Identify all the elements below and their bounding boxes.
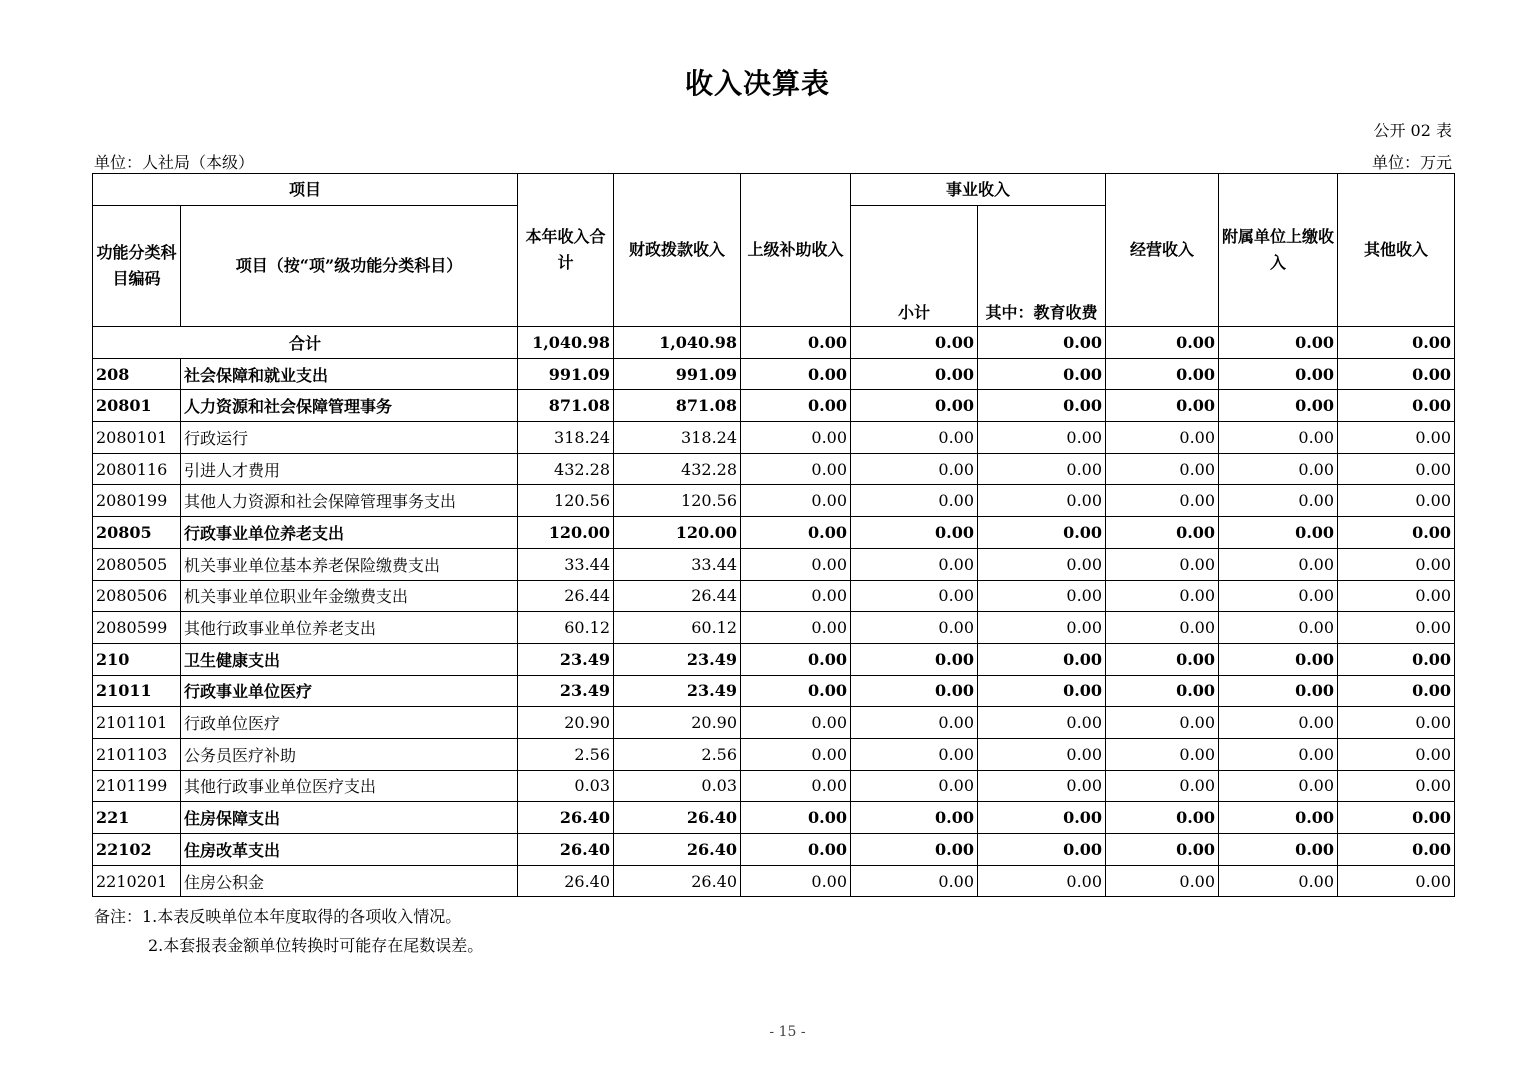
row-code: 221 — [93, 802, 181, 834]
row-value: 0.00 — [978, 453, 1106, 485]
row-value: 0.00 — [1106, 517, 1219, 549]
page-number: - 15 - — [769, 1024, 806, 1040]
row-name: 行政运行 — [181, 422, 518, 454]
row-value: 120.00 — [518, 517, 614, 549]
row-value: 0.00 — [851, 517, 978, 549]
total-row — [93, 327, 1455, 359]
row-value: 0.00 — [978, 738, 1106, 770]
row-value: 991.09 — [614, 358, 741, 390]
row-value: 432.28 — [614, 453, 741, 485]
row-value: 20.90 — [518, 707, 614, 739]
row-value: 0.00 — [851, 643, 978, 675]
row-value: 0.00 — [1338, 675, 1455, 707]
row-value: 120.56 — [518, 485, 614, 517]
row-value: 23.49 — [614, 643, 741, 675]
row-value: 0.00 — [741, 802, 851, 834]
row-value: 0.00 — [1106, 675, 1219, 707]
row-value: 0.00 — [1106, 834, 1219, 866]
table-row — [93, 358, 1455, 390]
row-value: 26.40 — [614, 802, 741, 834]
row-value: 0.00 — [741, 770, 851, 802]
row-value: 0.00 — [1219, 643, 1338, 675]
row-value: 0.00 — [1106, 707, 1219, 739]
table-row — [93, 390, 1455, 422]
row-value: 120.56 — [614, 485, 741, 517]
row-value: 0.00 — [1338, 422, 1455, 454]
row-value: 0.00 — [1338, 770, 1455, 802]
row-value: 0.00 — [1106, 390, 1219, 422]
row-value: 0.00 — [1106, 453, 1219, 485]
row-code: 2080101 — [93, 422, 181, 454]
row-value: 60.12 — [614, 612, 741, 644]
row-value: 0.00 — [1106, 422, 1219, 454]
header-superior: 上级补助收入 — [741, 174, 851, 327]
total-label: 合计 — [93, 327, 518, 359]
row-value: 0.00 — [1219, 580, 1338, 612]
row-value: 0.00 — [1338, 802, 1455, 834]
table-row — [93, 517, 1455, 549]
row-value: 23.49 — [518, 675, 614, 707]
header-project: 项目 — [93, 174, 518, 206]
table-row — [93, 834, 1455, 866]
currency-unit-label: 单位：万元 — [1371, 153, 1452, 172]
row-value: 26.40 — [518, 802, 614, 834]
row-value: 0.00 — [978, 834, 1106, 866]
row-value: 0.00 — [1219, 453, 1338, 485]
header-operating: 经营收入 — [1106, 174, 1219, 327]
row-value: 991.09 — [518, 358, 614, 390]
row-code: 2080506 — [93, 580, 181, 612]
form-number: 公开 02 表 — [1373, 121, 1452, 140]
row-value: 0.00 — [1219, 390, 1338, 422]
total-value: 0.00 — [1219, 327, 1338, 359]
row-value: 0.00 — [1219, 834, 1338, 866]
row-value: 0.00 — [741, 612, 851, 644]
row-value: 0.00 — [741, 738, 851, 770]
row-value: 26.40 — [614, 834, 741, 866]
total-value: 0.00 — [1338, 327, 1455, 359]
row-value: 0.00 — [851, 580, 978, 612]
row-value: 26.40 — [518, 865, 614, 897]
row-name: 行政事业单位医疗 — [181, 675, 518, 707]
row-value: 2.56 — [518, 738, 614, 770]
row-value: 0.00 — [851, 675, 978, 707]
table-row — [93, 643, 1455, 675]
row-value: 0.00 — [1219, 548, 1338, 580]
row-value: 0.00 — [851, 707, 978, 739]
table-row — [93, 548, 1455, 580]
row-code: 210 — [93, 643, 181, 675]
row-value: 0.00 — [1219, 770, 1338, 802]
row-code: 2101103 — [93, 738, 181, 770]
header-education: 其中：教育收费 — [978, 206, 1106, 327]
row-value: 871.08 — [614, 390, 741, 422]
row-value: 0.00 — [1219, 802, 1338, 834]
row-name: 引进人才费用 — [181, 453, 518, 485]
row-value: 33.44 — [614, 548, 741, 580]
row-value: 0.00 — [978, 548, 1106, 580]
row-value: 318.24 — [518, 422, 614, 454]
total-value: 0.00 — [741, 327, 851, 359]
total-value: 0.00 — [978, 327, 1106, 359]
row-value: 0.00 — [851, 358, 978, 390]
note-2: 2.本套报表金额单位转换时可能存在尾数误差。 — [148, 936, 484, 955]
row-value: 26.40 — [614, 865, 741, 897]
row-value: 0.00 — [978, 358, 1106, 390]
header-other: 其他收入 — [1338, 174, 1455, 327]
row-value: 0.00 — [1219, 517, 1338, 549]
row-value: 0.00 — [978, 422, 1106, 454]
total-value: 1,040.98 — [614, 327, 741, 359]
row-value: 0.00 — [978, 865, 1106, 897]
row-value: 0.00 — [741, 453, 851, 485]
row-value: 0.00 — [741, 548, 851, 580]
table-row — [93, 580, 1455, 612]
row-name: 住房改革支出 — [181, 834, 518, 866]
row-value: 0.00 — [1106, 770, 1219, 802]
row-value: 0.00 — [851, 548, 978, 580]
row-code: 2080199 — [93, 485, 181, 517]
row-value: 0.00 — [1338, 707, 1455, 739]
row-value: 0.00 — [1338, 517, 1455, 549]
row-value: 0.00 — [978, 675, 1106, 707]
row-value: 0.00 — [1106, 612, 1219, 644]
row-value: 432.28 — [518, 453, 614, 485]
row-value: 0.00 — [1338, 358, 1455, 390]
row-value: 0.00 — [851, 612, 978, 644]
row-value: 0.00 — [851, 770, 978, 802]
row-value: 120.00 — [614, 517, 741, 549]
row-value: 0.00 — [1219, 865, 1338, 897]
header-business-group: 事业收入 — [851, 174, 1106, 206]
table-row — [93, 802, 1455, 834]
row-value: 0.00 — [1106, 643, 1219, 675]
row-value: 0.00 — [741, 707, 851, 739]
row-value: 0.00 — [851, 802, 978, 834]
row-value: 0.00 — [741, 485, 851, 517]
table-row — [93, 453, 1455, 485]
row-code: 20805 — [93, 517, 181, 549]
table-row — [93, 675, 1455, 707]
row-value: 0.00 — [741, 580, 851, 612]
row-value: 0.00 — [978, 802, 1106, 834]
row-code: 2101199 — [93, 770, 181, 802]
header-total: 本年收入合计 — [518, 174, 614, 327]
row-value: 2.56 — [614, 738, 741, 770]
row-value: 0.00 — [851, 865, 978, 897]
row-value: 0.00 — [1219, 612, 1338, 644]
row-value: 0.00 — [1219, 358, 1338, 390]
row-value: 0.00 — [1338, 834, 1455, 866]
row-value: 26.40 — [518, 834, 614, 866]
row-name: 住房公积金 — [181, 865, 518, 897]
row-value: 0.00 — [978, 517, 1106, 549]
row-value: 23.49 — [614, 675, 741, 707]
row-value: 0.00 — [1338, 612, 1455, 644]
row-name: 社会保障和就业支出 — [181, 358, 518, 390]
total-value: 0.00 — [1106, 327, 1219, 359]
row-name: 行政单位医疗 — [181, 707, 518, 739]
row-value: 0.00 — [851, 453, 978, 485]
row-name: 人力资源和社会保障管理事务 — [181, 390, 518, 422]
header-affiliated: 附属单位上缴收入 — [1219, 174, 1338, 327]
notes — [94, 902, 483, 960]
row-value: 0.00 — [1106, 548, 1219, 580]
row-value: 0.00 — [741, 358, 851, 390]
table-row — [93, 422, 1455, 454]
row-value: 0.00 — [851, 422, 978, 454]
row-value: 0.00 — [1106, 802, 1219, 834]
row-value: 23.49 — [518, 643, 614, 675]
row-value: 0.00 — [851, 390, 978, 422]
row-value: 0.00 — [1106, 485, 1219, 517]
row-value: 0.00 — [1219, 422, 1338, 454]
row-value: 0.00 — [978, 770, 1106, 802]
row-value: 0.00 — [1106, 580, 1219, 612]
header-subtotal: 小计 — [851, 206, 978, 327]
row-value: 0.03 — [614, 770, 741, 802]
row-code: 208 — [93, 358, 181, 390]
row-value: 0.00 — [851, 485, 978, 517]
row-value: 0.00 — [1338, 580, 1455, 612]
row-value: 0.00 — [978, 643, 1106, 675]
row-value: 0.00 — [978, 485, 1106, 517]
row-code: 20801 — [93, 390, 181, 422]
row-value: 60.12 — [518, 612, 614, 644]
row-name: 住房保障支出 — [181, 802, 518, 834]
income-table — [92, 173, 1455, 897]
header-func-code: 功能分类科目编码 — [93, 206, 181, 327]
row-value: 0.00 — [1338, 485, 1455, 517]
row-name: 机关事业单位基本养老保险缴费支出 — [181, 548, 518, 580]
table-row — [93, 612, 1455, 644]
row-code: 2101101 — [93, 707, 181, 739]
table-row — [93, 770, 1455, 802]
row-name: 其他行政事业单位养老支出 — [181, 612, 518, 644]
header-fiscal: 财政拨款收入 — [614, 174, 741, 327]
row-value: 0.00 — [978, 612, 1106, 644]
total-value: 1,040.98 — [518, 327, 614, 359]
row-value: 0.00 — [741, 422, 851, 454]
row-code: 2080505 — [93, 548, 181, 580]
table-row — [93, 707, 1455, 739]
row-name: 卫生健康支出 — [181, 643, 518, 675]
row-value: 0.00 — [1106, 738, 1219, 770]
page-title: 收入决算表 — [684, 67, 830, 100]
row-value: 0.00 — [978, 390, 1106, 422]
row-code: 21011 — [93, 675, 181, 707]
row-value: 20.90 — [614, 707, 741, 739]
table-row — [93, 865, 1455, 897]
table-row — [93, 738, 1455, 770]
row-value: 0.00 — [1338, 643, 1455, 675]
row-value: 0.00 — [1219, 675, 1338, 707]
row-code: 2210201 — [93, 865, 181, 897]
total-value: 0.00 — [851, 327, 978, 359]
row-value: 0.00 — [1338, 865, 1455, 897]
row-name: 机关事业单位职业年金缴费支出 — [181, 580, 518, 612]
row-value: 0.00 — [741, 834, 851, 866]
row-value: 871.08 — [518, 390, 614, 422]
row-value: 0.00 — [1106, 358, 1219, 390]
row-value: 0.00 — [1338, 453, 1455, 485]
row-code: 2080599 — [93, 612, 181, 644]
table-row — [93, 485, 1455, 517]
row-name: 行政事业单位养老支出 — [181, 517, 518, 549]
row-value: 0.00 — [1106, 865, 1219, 897]
row-value: 318.24 — [614, 422, 741, 454]
row-value: 26.44 — [614, 580, 741, 612]
row-value: 26.44 — [518, 580, 614, 612]
row-value: 0.00 — [1219, 485, 1338, 517]
row-value: 0.00 — [1219, 738, 1338, 770]
row-value: 0.00 — [1338, 390, 1455, 422]
row-value: 0.00 — [851, 834, 978, 866]
row-value: 0.00 — [741, 390, 851, 422]
row-value: 0.00 — [1338, 738, 1455, 770]
row-value: 0.00 — [978, 580, 1106, 612]
header-item-name: 项目（按“项”级功能分类科目） — [181, 206, 518, 327]
row-code: 2080116 — [93, 453, 181, 485]
row-value: 0.00 — [741, 643, 851, 675]
row-value: 33.44 — [518, 548, 614, 580]
unit-label: 单位：人社局（本级） — [94, 153, 255, 172]
row-value: 0.00 — [978, 707, 1106, 739]
note-1: 备注：1.本表反映单位本年度取得的各项收入情况。 — [94, 907, 462, 926]
row-value: 0.00 — [741, 865, 851, 897]
row-value: 0.00 — [1219, 707, 1338, 739]
row-name: 其他人力资源和社会保障管理事务支出 — [181, 485, 518, 517]
row-name: 公务员医疗补助 — [181, 738, 518, 770]
row-code: 22102 — [93, 834, 181, 866]
row-value: 0.00 — [741, 517, 851, 549]
row-value: 0.00 — [851, 738, 978, 770]
row-value: 0.00 — [1338, 548, 1455, 580]
row-value: 0.00 — [741, 675, 851, 707]
row-name: 其他行政事业单位医疗支出 — [181, 770, 518, 802]
row-value: 0.03 — [518, 770, 614, 802]
